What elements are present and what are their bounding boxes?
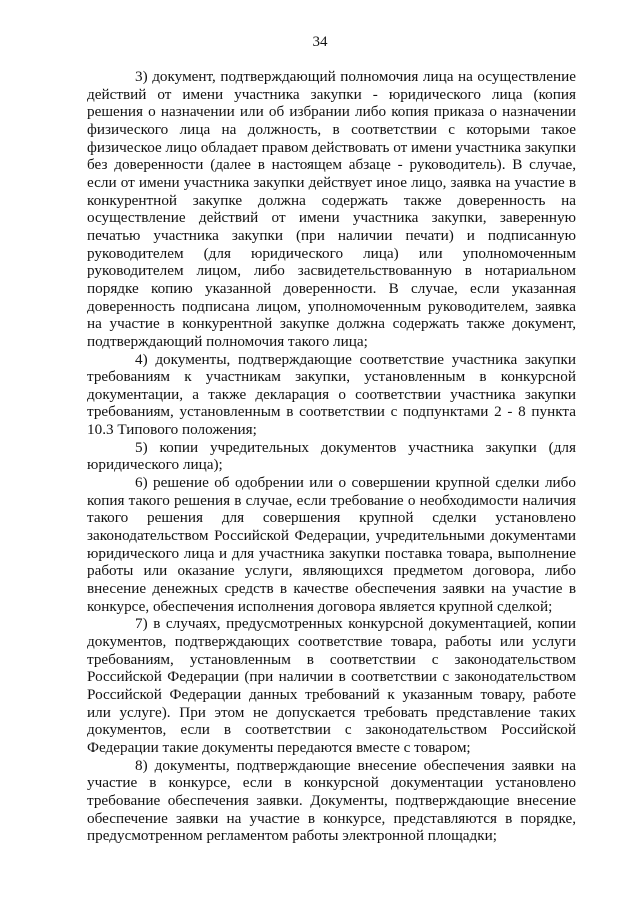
- paragraph-item-5: 5) копии учредительных документов участника закупки (для юридического лица);: [87, 438, 576, 474]
- paragraph-item-8: 8) документы, подтверждающие внесение обеспечения заявки на участие в конкурсе, если в конкурсной документации установлено требование обеспечения заявки. Документы, подтверждающие внесение обеспечение заявки на участие в конкурсе, представляются в порядке, предусмотренном регламентом работы электронной площадки;: [87, 756, 576, 845]
- paragraph-item-3: 3) документ, подтверждающий полномочия лица на осуществление действий от имени участника закупки - юридического лица (копия решения о назначении или об избрании либо копия приказа о назначении физического лица на должность, в соответствии с которыми такое физическое лицо обладает правом действовать от имени участника закупки без доверенности (далее в настоящем абзаце - руководитель). В случае, если от имени участника закупки действует иное лицо, заявка на участие в конкурентной закупке должна содержать также доверенность на осуществление действий от имени участника закупки, заверенную печатью участника закупки (при наличии печати) и подписанную руководителем (для юридического лица) или уполномоченным руководителем лицом, либо засвидетельствованную в нотариальном порядке копию указанной доверенности. В случае, если указанная доверенность подписана лицом, уполномоченным руководителем, заявка на участие в конкурентной закупке должна содержать также документ, подтверждающий полномочия такого лица;: [87, 68, 576, 350]
- paragraph-item-4: 4) документы, подтверждающие соответствие участника закупки требованиям к участникам закупки, установленным в конкурсной документации, а также декларация о соответствии участника закупки требованиям, установленным в соответствии с подпунктами 2 - 8 пункта 10.3 Типового положения;: [87, 350, 576, 439]
- document-body: [87, 68, 576, 845]
- paragraph-item-7: 7) в случаях, предусмотренных конкурсной документацией, копии документов, подтверждающих соответствие товара, работы или услуги требованиям, установленным в соответствии с законодательством Российской Федерации (при наличии в соответствии с законодательством Российской Федерации данных требований к указанным товару, работе или услуге). При этом не допускается требовать представление таких документов, если в соответствии с законодательством Российской Федерации такие документы передаются вместе с товаром;: [87, 615, 576, 756]
- paragraph-item-6: 6) решение об одобрении или о совершении крупной сделки либо копия такого решения в случае, если требование о необходимости наличия такого решения для совершения крупной сделки установлено законодательством Российской Федерации, учредительными документами юридического лица и для участника закупки поставка товара, выполнение работы или оказание услуги, являющихся предметом договора, либо внесение денежных средств в качестве обеспечения заявки на участие в конкурсе, обеспечения исполнения договора является крупной сделкой;: [87, 474, 576, 615]
- page-number: 34: [312, 34, 328, 50]
